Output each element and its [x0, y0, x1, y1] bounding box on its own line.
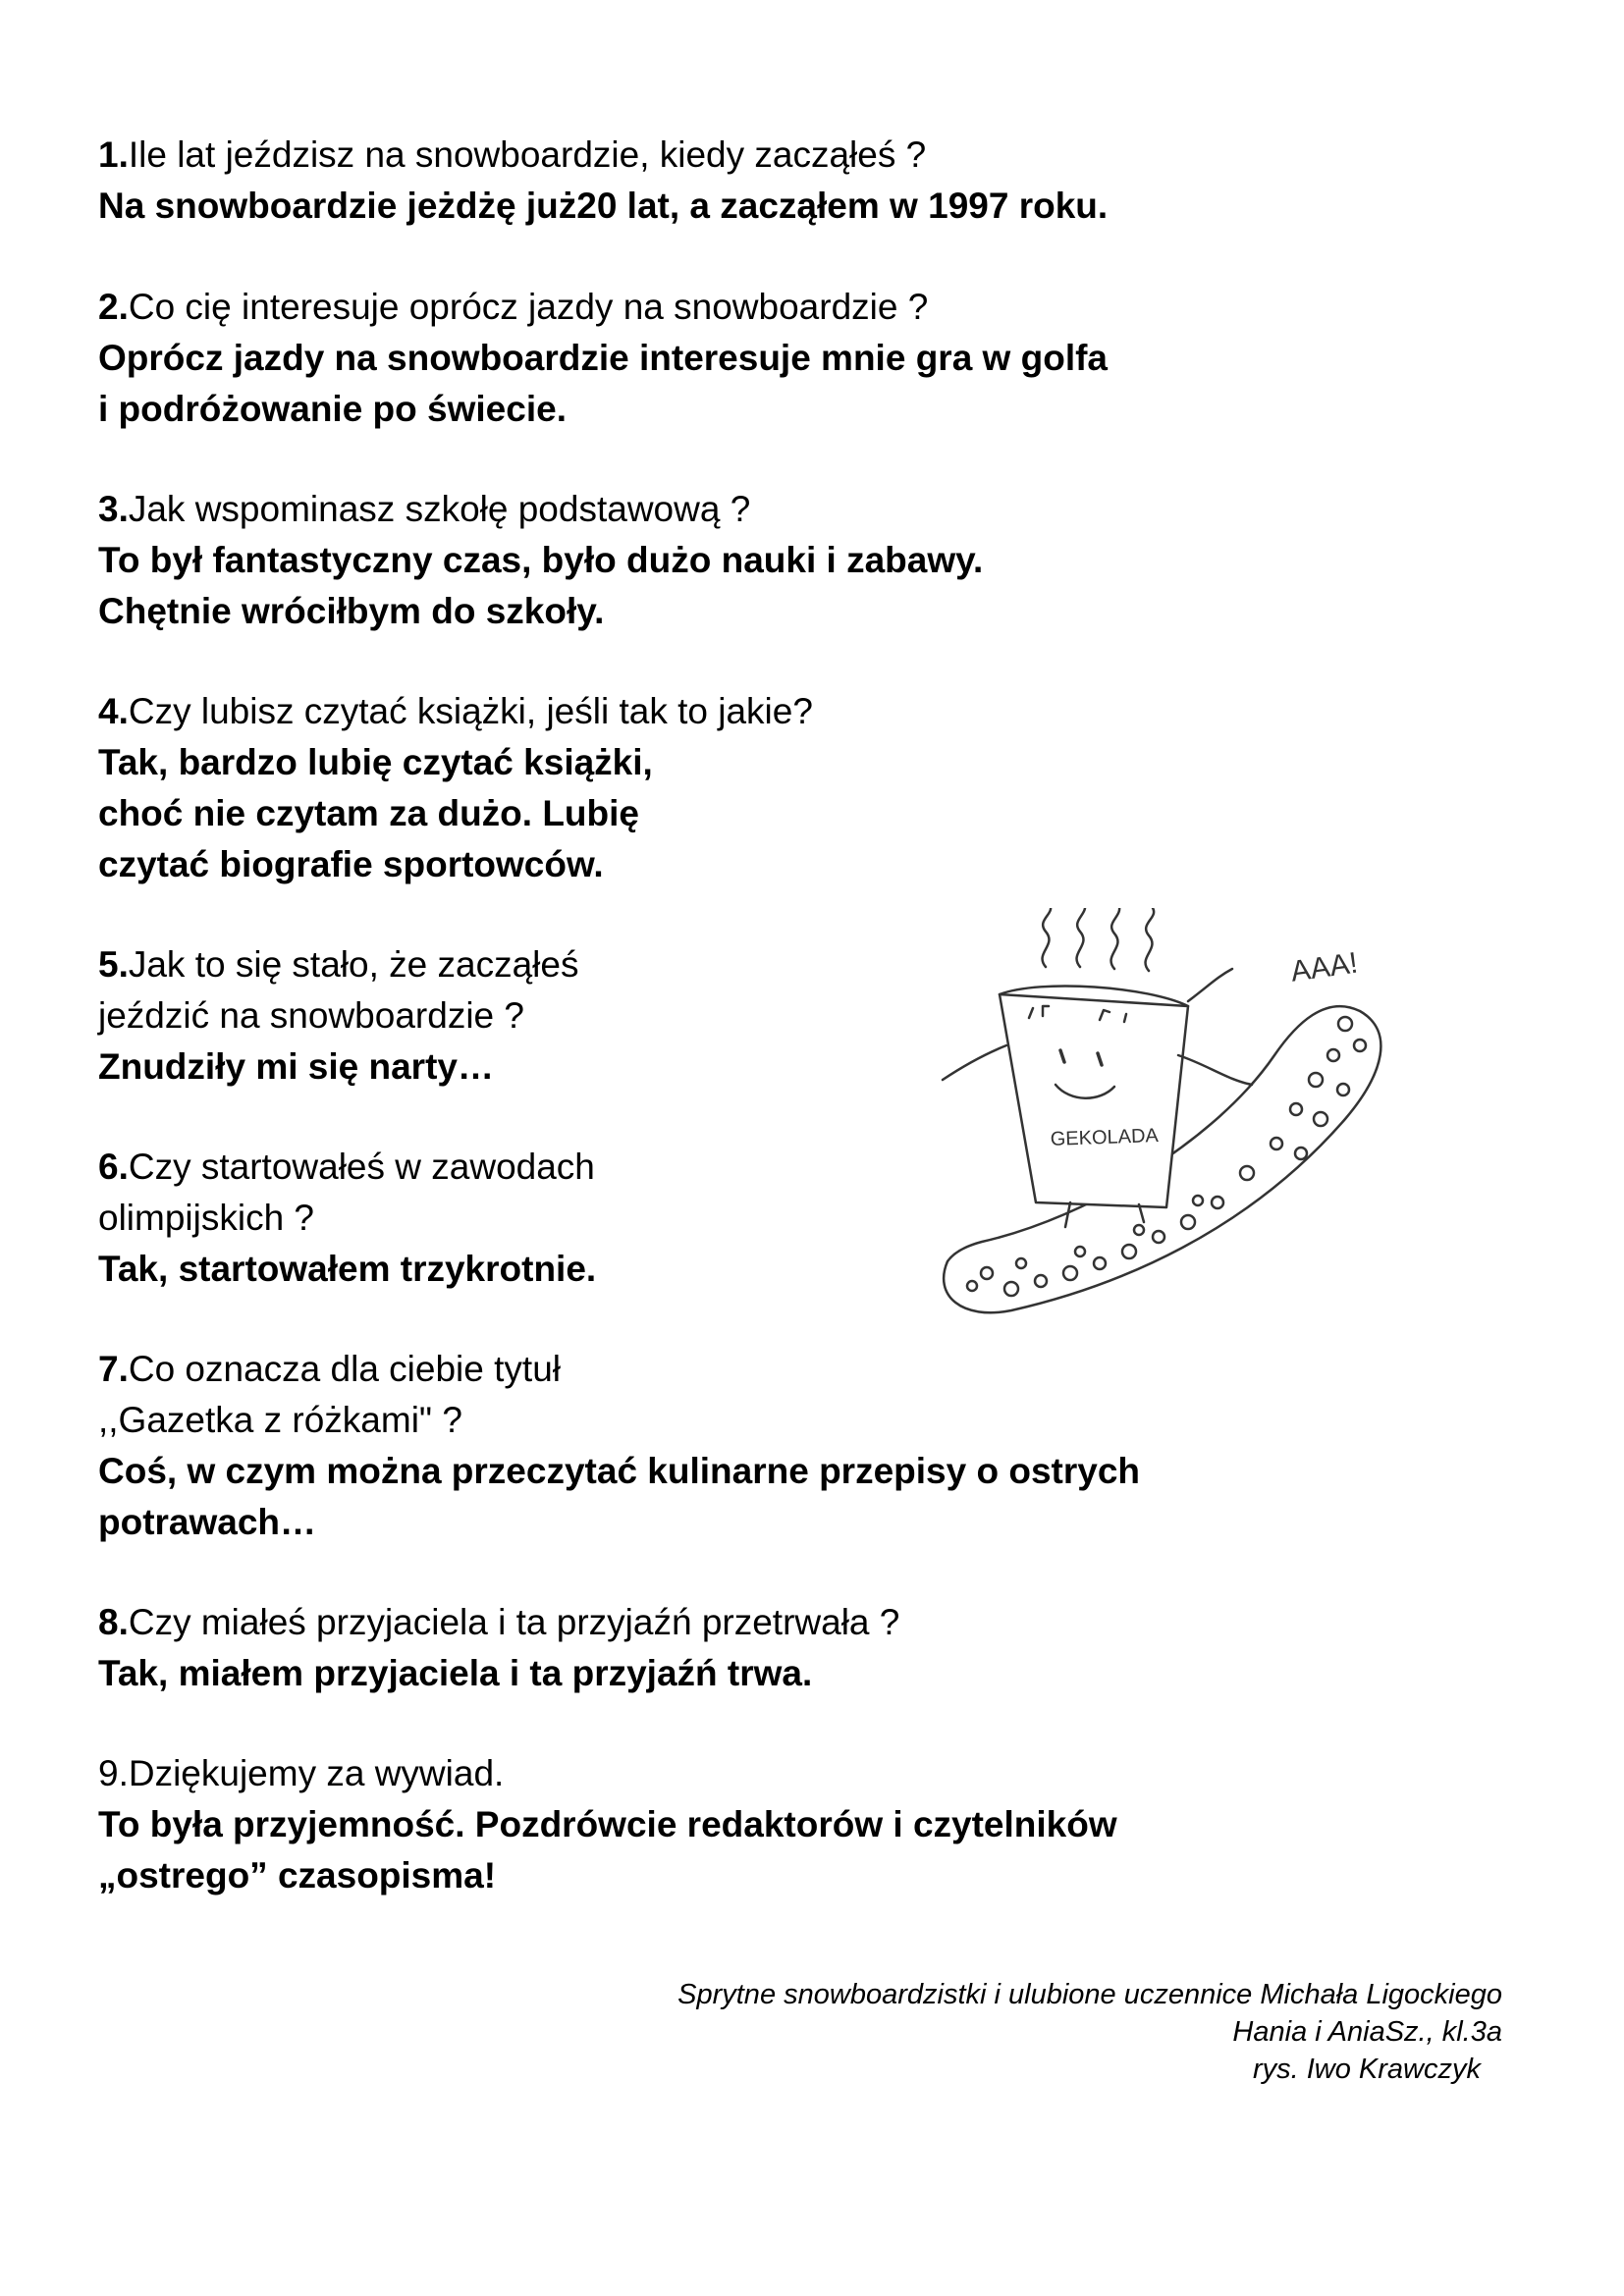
answer-1-line-1: Na snowboardzie jeżdżę już20 lat, a zacząłem w 1997 roku.	[98, 186, 1109, 226]
question-text: Jak wspominasz szkołę podstawową ?	[128, 489, 751, 529]
question-text: 9.Dziękujemy za wywiad.	[98, 1753, 505, 1793]
question-text: Czy startowałeś w zawodach	[128, 1147, 595, 1187]
credit-illustrator-line: rys. Iwo Krawczyk	[1252, 2054, 1481, 2085]
question-text: Czy miałeś przyjaciela i ta przyjaźń przetrwała ?	[128, 1602, 900, 1642]
answer-7-line-1: Coś, w czym można przeczytać kulinarne przepisy o ostrych	[98, 1451, 1141, 1491]
question-number: 7.	[98, 1349, 129, 1389]
answer-5-line-1: Znudziły mi się narty…	[98, 1046, 494, 1087]
question-text: Jak to się stało, że zacząłeś	[128, 944, 579, 985]
question-number: 5.	[98, 944, 129, 985]
illustration	[923, 908, 1434, 1360]
question-7	[98, 1345, 561, 1394]
question-7-line-2	[98, 1396, 462, 1445]
answer-2-line-1: Oprócz jazdy na snowboardzie interesuje mnie gra w golfa	[98, 338, 1108, 378]
answer-9-line-2: „ostrego” czasopisma!	[98, 1855, 497, 1896]
question-text: jeździć na snowboardzie ?	[98, 995, 524, 1036]
question-number: 2.	[98, 287, 129, 327]
question-3	[98, 485, 750, 534]
question-text: Ile lat jeździsz na snowboardzie, kiedy zacząłeś ?	[128, 134, 927, 175]
question-4	[98, 687, 813, 736]
question-1	[98, 131, 926, 180]
question-number: 1.	[98, 134, 129, 175]
question-number: 8.	[98, 1602, 129, 1642]
answer-7-line-2: potrawach…	[98, 1502, 317, 1542]
question-text: olimpijskich ?	[98, 1198, 315, 1238]
answer-4-line-2: choć nie czytam za dużo. Lubię	[98, 793, 639, 833]
steam-icon	[1146, 908, 1155, 971]
question-9	[98, 1749, 504, 1798]
question-number: 4.	[98, 691, 129, 731]
credit-class-line: Hania i AniaSz., kl.3a	[1232, 2016, 1502, 2048]
steam-icon	[1077, 908, 1086, 967]
cup-icon	[943, 986, 1252, 1227]
question-2	[98, 283, 928, 332]
cup-label: GEKOLADA	[1050, 1125, 1160, 1150]
answer-8-line-1: Tak, miałem przyjaciela i ta przyjaźń trwa.	[98, 1653, 813, 1693]
answer-2-line-2: i podróżowanie po świecie.	[98, 389, 567, 429]
answer-6-line-1: Tak, startowałem trzykrotnie.	[98, 1249, 597, 1289]
question-text: ,,Gazetka z różkami" ?	[98, 1400, 462, 1440]
question-number: 6.	[98, 1147, 129, 1187]
question-text: Czy lubisz czytać książki, jeśli tak to jakie?	[128, 691, 813, 731]
answer-3-line-2: Chętnie wróciłbym do szkoły.	[98, 591, 605, 631]
question-6	[98, 1143, 595, 1192]
speech-bubble	[1188, 946, 1360, 1001]
question-5-line-2	[98, 991, 524, 1041]
steam-icon	[1111, 908, 1120, 969]
question-6-line-2	[98, 1194, 314, 1243]
speech-text: AAA!	[1288, 946, 1360, 988]
answer-3-line-1: To był fantastyczny czas, było dużo nauki i zabawy.	[98, 540, 984, 580]
steam-icon	[1043, 908, 1052, 967]
answer-9-line-1: To była przyjemność. Pozdrówcie redaktorów i czytelników	[98, 1804, 1117, 1844]
question-8	[98, 1598, 899, 1647]
credit-authors-line: Sprytne snowboardzistki i ulubione uczennice Michała Ligockiego	[677, 1979, 1502, 2010]
question-5	[98, 940, 578, 989]
question-number: 3.	[98, 489, 129, 529]
answer-4-line-3: czytać biografie sportowców.	[98, 844, 604, 884]
answer-4-line-1: Tak, bardzo lubię czytać książki,	[98, 742, 653, 782]
question-text: Co cię interesuje oprócz jazdy na snowboardzie ?	[128, 287, 929, 327]
question-text: Co oznacza dla ciebie tytuł	[128, 1349, 561, 1389]
